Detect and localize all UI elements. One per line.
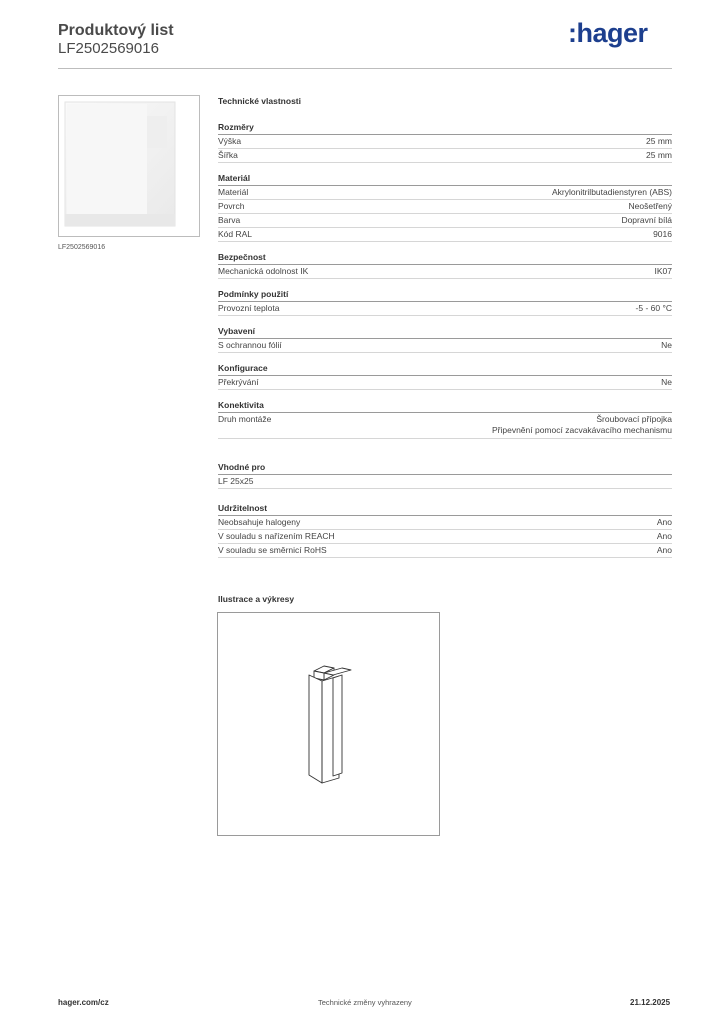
technical-drawing [218,613,439,835]
group-safety [218,251,672,279]
spec-label: V souladu se směrnicí RoHS [218,545,327,555]
spec-value: -5 - 60 °C [635,303,672,313]
spec-label: Povrch [218,201,245,211]
footer-website: hager.com/cz [58,998,109,1007]
group-dimensions [218,121,672,163]
spec-row [218,376,672,390]
illustrations-title: Ilustrace a výkresy [218,594,295,604]
product-photo [58,95,200,237]
spec-value: Ne [661,340,672,350]
spec-value: IK07 [654,266,672,276]
group-sustainability [218,502,672,558]
spec-label: Barva [218,215,241,225]
group-material [218,172,672,242]
group-suitable-for [218,461,672,489]
spec-label: S ochrannou fólií [218,340,282,350]
spec-value: 9016 [653,229,672,239]
spec-value: 25 mm [646,150,672,160]
spec-value: Ano [656,531,672,541]
spec-row [218,302,672,316]
group-title: Konfigurace [218,362,672,376]
group-title: Konektivita [218,399,672,413]
spec-value: Ano [656,517,672,527]
group-equipment [218,325,672,353]
spec-label: Provozní teplota [218,303,280,313]
page-title: Produktový list [58,22,174,39]
spec-value: Dopravní bílá [621,215,672,225]
spec-label: Šířka [218,150,238,160]
spec-row [218,516,672,530]
spec-row [218,530,672,544]
group-title: Rozměry [218,121,672,135]
spec-value: Neošetřený [628,201,672,211]
footer-note: Technické změny vyhrazeny [318,998,412,1007]
photo-caption: LF2502569016 [58,244,106,251]
spec-value-line: Připevnění pomocí zacvakávacího mechanismu [491,425,672,435]
spec-label: V souladu s nařízením REACH [218,531,335,541]
group-title: Podmínky použití [218,288,672,302]
spec-label: LF 25x25 [218,476,254,486]
group-title: Vybavení [218,325,672,339]
spec-label: Překrývání [218,377,259,387]
spec-value-line: Šroubovací přípojka [596,414,672,424]
spec-value: Ano [656,545,672,555]
spec-row [218,149,672,163]
group-configuration [218,362,672,390]
spec-row [218,413,672,439]
specs-title: Technické vlastnosti [218,96,301,106]
hager-logo: :hager [568,18,648,48]
spec-row [218,214,672,228]
spec-value: 25 mm [646,136,672,146]
spec-label: Výška [218,136,242,146]
spec-label: Druh montáže [218,414,272,424]
spec-row [218,475,672,489]
spec-row [218,186,672,200]
group-title: Materiál [218,172,672,186]
spec-label: Materiál [218,187,249,197]
product-photo-image [59,96,199,236]
spec-row [218,265,672,279]
spec-row [218,339,672,353]
group-title: Udržitelnost [218,502,672,516]
illustration-frame [217,612,440,836]
header-divider [58,68,672,69]
spec-label: Neobsahuje halogeny [218,517,301,527]
spec-row [218,200,672,214]
spec-label: Kód RAL [218,229,253,239]
spec-row [218,228,672,242]
specs-section [218,96,672,567]
footer-date: 21.12.2025 [630,998,671,1007]
spec-value: Ne [661,377,672,387]
product-code: LF2502569016 [58,40,159,57]
spec-row [218,544,672,558]
group-title: Bezpečnost [218,251,672,265]
group-connectivity [218,399,672,439]
group-title: Vhodné pro [218,461,672,475]
spec-row [218,135,672,149]
spec-value: Akrylonitrilbutadienstyren (ABS) [552,187,672,197]
group-conditions [218,288,672,316]
spec-label: Mechanická odolnost IK [218,266,309,276]
spec-value [492,414,672,436]
